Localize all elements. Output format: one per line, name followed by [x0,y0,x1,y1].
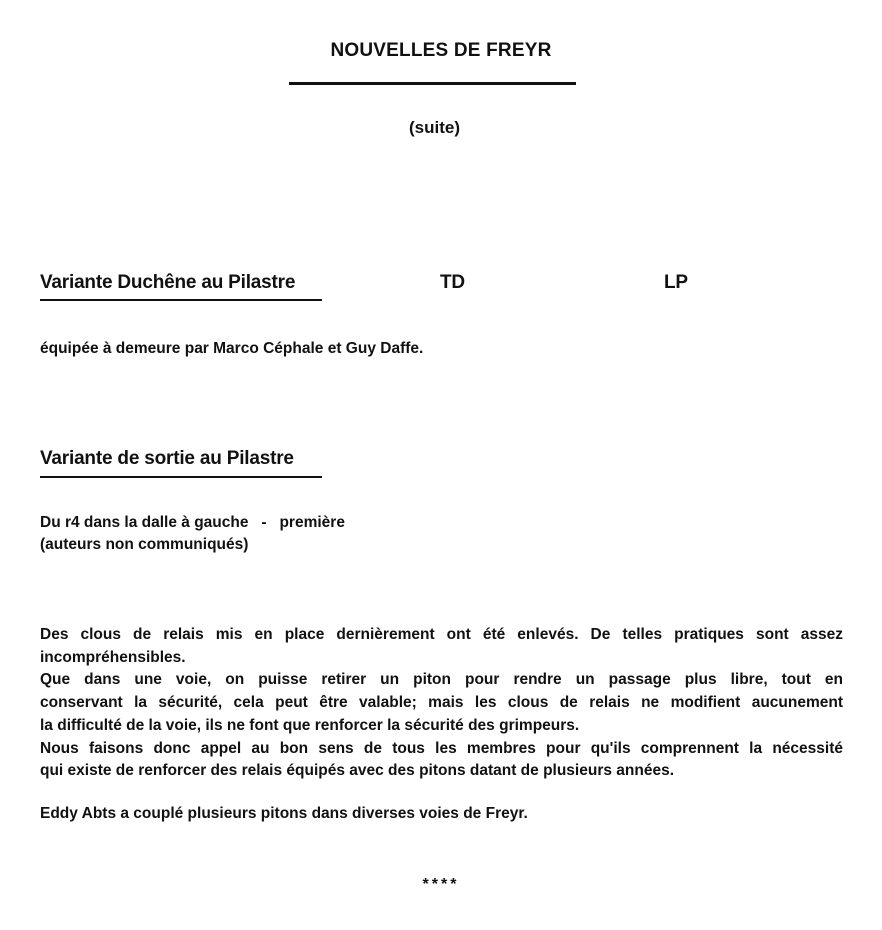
notice-line: conservant la sécurité, cela peut être valable; mais les clous de relais ne modifient aucunement [40,694,843,712]
notice-line: incompréhensibles. [40,648,186,666]
section-heading-duchene: Variante Duchêne au Pilastre [40,272,296,293]
grade-label: TD [440,272,465,293]
section-text: équipée à demeure par Marco Céphale et Guy Daffe. [40,340,424,357]
section-text: (auteurs non communiqués) [40,536,249,553]
closing-line: Eddy Abts a couplé plusieurs pitons dans diverses voies de Freyr. [40,805,528,822]
page-subtitle: (suite) [409,118,460,137]
section-separator: **** [422,876,460,893]
title-underline [289,82,576,85]
section-heading-underline [40,299,322,301]
section-heading-underline [40,476,322,478]
notice-line: Des clous de relais mis en place dernièrement ont été enlevés. De telles pratiques sont assez [40,626,843,643]
page-title: NOUVELLES DE FREYR [330,40,552,61]
tag-label: LP [664,272,688,293]
section-heading-sortie: Variante de sortie au Pilastre [40,448,294,469]
notice-paragraph [40,624,843,783]
notice-line: qui existe de renforcer des relais équipés avec des pitons datant de plusieurs années. [40,762,675,780]
section-text: Du r4 dans la dalle à gauche - première [40,514,345,531]
notice-line: Nous faisons donc appel au bon sens de tous les membres pour qu'ils comprennent la nécessité [40,739,843,757]
notice-line: la difficulté de la voie, ils ne font que renforcer la sécurité des grimpeurs. [40,716,580,734]
notice-line: Que dans une voie, on puisse retirer un piton pour rendre un passage plus libre, tout en [40,671,843,689]
